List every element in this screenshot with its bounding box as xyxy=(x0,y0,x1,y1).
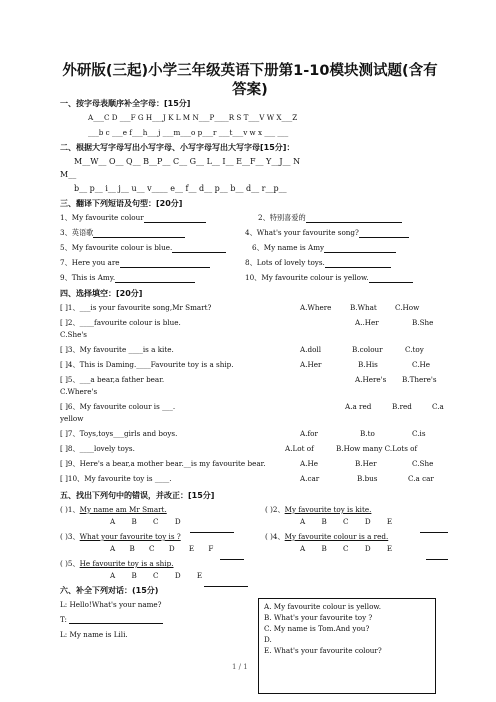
choice-q2: [ ]2、____favourite colour is blue. xyxy=(60,318,181,327)
section-1-heading: 一、按字母表顺序补全字母：[15分] xyxy=(60,99,191,108)
choice-q9-opt-c: C.She xyxy=(412,459,434,468)
box-option-a: A. My favourite colour is yellow. xyxy=(264,602,382,611)
section-5-heading: 五、找出下列句中的错误，并改正：[15分] xyxy=(60,491,215,500)
choice-q4-opt-b: B.His xyxy=(358,360,378,369)
error-q1-answer xyxy=(190,524,234,533)
choice-q8-opt-a: A.Lot of xyxy=(285,444,314,453)
choice-q3: [ ]3、My favourite ____is a kite. xyxy=(60,345,174,354)
choice-q10: [ ]10、My favourite toy is ____. xyxy=(60,474,172,483)
translate-item-2: 2、特别喜爱的 xyxy=(258,213,402,223)
choice-q6-opt-a: A.a red xyxy=(345,402,372,411)
case-line-2: M__ xyxy=(60,170,77,179)
choice-q5-opt-b: B.There's xyxy=(402,375,437,384)
dialogue-line-2: T: xyxy=(60,615,163,624)
page-number: 1 / 1 xyxy=(232,663,248,671)
choice-q7-opt-c: C.is xyxy=(412,429,426,438)
box-option-c: C. My name is Tom.And you? xyxy=(264,624,370,633)
error-q5-answer xyxy=(204,578,248,587)
page-title: 外研版(三起)小学三年级英语下册第1-10模块测试题(含有答案) xyxy=(62,63,438,98)
choice-q4: [ ]4、This is Daming.____Favourite toy is a ship. xyxy=(60,360,234,369)
choice-q3-opt-b: B.colour xyxy=(352,345,383,354)
translate-item-10: 10、My favourite colour is yellow. xyxy=(245,273,413,283)
choice-q4-opt-c: C.He xyxy=(412,360,431,369)
translate-item-8: 8、Lots of lovely toys. xyxy=(245,258,391,268)
box-option-d: D. xyxy=(264,635,272,644)
error-q4-answer xyxy=(426,551,448,560)
error-q5: ( )5、He favourite toy is a ship. xyxy=(60,559,174,568)
choice-q2-opt-b: B.She xyxy=(412,318,434,327)
translate-item-4: 4、What's your favourite song? xyxy=(245,228,409,238)
translate-item-1: 1、My favourite colour xyxy=(60,213,206,223)
error-q1: ( )1、My name am Mr Smart. xyxy=(60,505,167,514)
dialogue-options-box xyxy=(258,598,436,694)
choice-q9: [ ]9、Here's a bear,a mother bear.__is my favourite bear. xyxy=(60,459,266,468)
error-q4-letters: A B C D E xyxy=(300,544,393,553)
error-q1-letters: A B C D xyxy=(110,517,181,526)
error-q3-letters: A B C D E F xyxy=(110,544,214,553)
choice-q10-opt-a: A.car xyxy=(300,474,320,483)
choice-q10-opt-b: B.bus xyxy=(357,474,378,483)
case-line-3: b__ p__ i__ j__ u__ v____ e__ f__ d__ p__ b__ d__ r__p__ xyxy=(74,184,287,193)
choice-q7: [ ]7、Toys,toys___girls and boys. xyxy=(60,429,178,438)
choice-q9-opt-b: B.Her xyxy=(355,459,377,468)
error-q3-answer xyxy=(220,551,244,560)
choice-q7-opt-a: A.for xyxy=(300,429,318,438)
dialogue-line-1: L: Hello!What's your name? xyxy=(60,600,162,609)
choice-q2-cont: C.She's xyxy=(60,330,87,339)
choice-q9-opt-a: A.He xyxy=(300,459,318,468)
choice-q6-cont: yellow xyxy=(60,414,84,423)
choice-q4-opt-a: A.Her xyxy=(300,360,322,369)
translate-item-7: 7、Here you are xyxy=(60,258,210,268)
choice-q7-opt-b: B.to xyxy=(360,429,375,438)
translate-item-9: 9、This is Amy. xyxy=(60,273,195,283)
choice-q5-opt-a: A.Here's xyxy=(355,375,387,384)
choice-q3-opt-c: C.toy xyxy=(405,345,424,354)
choice-q1-opt-b: B.What xyxy=(350,303,377,312)
section-3-heading: 三、翻译下列短语及句型：[20分] xyxy=(60,199,183,208)
dialogue-line-3: L: My name is Lili. xyxy=(60,630,128,639)
choice-q2-opt-a: A..Her xyxy=(355,318,379,327)
error-q2: ( )2、My favourite toy is kite. xyxy=(265,505,372,514)
error-q2-answer xyxy=(420,524,448,533)
error-q3: ( )3、What your favourite toy is ? xyxy=(60,532,181,541)
translate-item-5: 5、My favourite colour is blue. xyxy=(60,243,226,253)
box-option-e: E. What's your favourite colour? xyxy=(264,646,382,655)
case-line-1: M__W__ O__ Q__ B__P__ C__ G__ L__ I__ E__F__ Y__J__ N xyxy=(74,157,301,166)
choice-q1-opt-a: A.Where xyxy=(300,303,332,312)
choice-q6-opt-b: B.red xyxy=(392,402,412,411)
section-4-heading: 四、选择填空：[20分] xyxy=(60,289,143,298)
choice-q6: [ ]6、My favourite colour is ___. xyxy=(60,402,176,411)
choice-q3-opt-a: A.doll xyxy=(300,345,322,354)
error-q4: ( )4、My favourite colour is a red. xyxy=(265,532,389,541)
choice-q5-cont: C.Where's xyxy=(60,387,98,396)
choice-q6-opt-c: C.a xyxy=(432,402,444,411)
choice-q1: [ ]1、___is your favourite song,Mr Smart? xyxy=(60,303,212,312)
section-6-heading: 六、补全下列对话：(15分) xyxy=(60,586,159,595)
alphabet-upper-line: A___C D ___F G H___J K L M N___P____R S T___V W X___Z xyxy=(88,113,298,122)
error-q2-letters: A B C D E xyxy=(300,517,393,526)
translate-item-3: 3、英语歌 xyxy=(60,228,185,238)
section-2-heading: 二、根据大写字母写出小写字母、小写字母写出大写字母[15分]： xyxy=(60,143,295,152)
alphabet-lower-line: ___b c ___e f___h___j ___m___o p___r ___t___v w x ___ ___ xyxy=(88,128,289,137)
choice-q5: [ ]5、___a bear,a father bear. xyxy=(60,375,165,384)
choice-q10-opt-c: C.a car xyxy=(408,474,434,483)
box-option-b: B. What's your favourite toy ? xyxy=(264,613,373,622)
choice-q8-opt-bc: B.How many C.Lots of xyxy=(336,444,418,453)
choice-q8: [ ]8、____lovely toys. xyxy=(60,444,135,453)
translate-item-6: 6、My name is Amy xyxy=(252,243,396,253)
error-q5-letters: A B C D E xyxy=(110,571,203,580)
choice-q1-opt-c: C.How xyxy=(395,303,420,312)
